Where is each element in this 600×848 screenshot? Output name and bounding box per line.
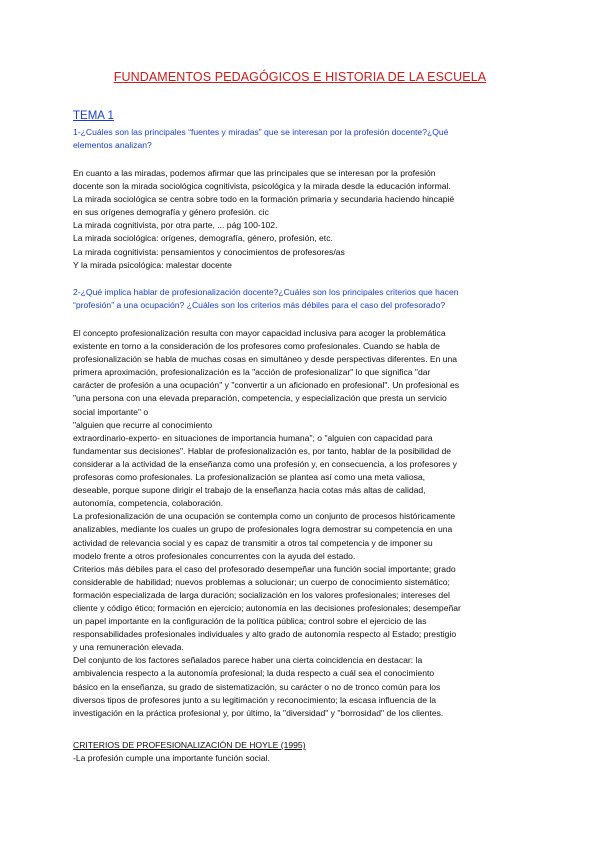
answer-1-paragraph — [73, 167, 535, 272]
text-line: "alguien que recurre al conocimiento — [73, 419, 213, 430]
text-line: La mirada cognitivista: pensamientos y conocimientos de profesores/as — [73, 246, 345, 257]
text-line: considerar a la actividad de la enseñanza como una profesión y, en consecuencia, a los profesores y — [73, 458, 457, 469]
text-line: diversos tipos de profesores junto a su legitimación y reconocimiento; la escasa influencia de la — [73, 694, 437, 705]
section-heading: TEMA 1 — [73, 110, 114, 122]
text-line: primera aproximación, profesionalización es la "acción de profesionalizar" lo que significa "dar — [73, 367, 431, 378]
text-line: En cuanto a las miradas, podemos afirmar que las principales que se interesan por la profesión — [73, 168, 436, 178]
text-line: básico en la enseñanza, su grado de sistematización, su carácter o no de tronco común para los — [73, 681, 441, 692]
text-line: Y la mirada psicológica: malestar docente — [73, 259, 232, 270]
text-line: extraordinario-experto- en situaciones de importancia humana"; o "alguien con capacidad para — [73, 432, 433, 443]
text-line: formación especializada de larga duración; socialización en los valores profesionales; intereses del — [73, 589, 450, 600]
text-line: La mirada sociológica: orígenes, demografía, género, profesión, etc. — [73, 233, 333, 244]
text-line: fundamentar sus decisiones". Hablar de profesionalización es, por tanto, hablar de la posibilidad de — [73, 445, 452, 456]
text-line: carácter de profesión a una ocupación" y "convertir a un aficionado en profesional". Un profesional es — [73, 380, 460, 391]
text-line: ambivalencia respecto a la autonomía profesional; la duda respecto a cuál sea el conocimiento — [73, 668, 435, 679]
text-line: y una remuneración elevada. — [73, 642, 184, 653]
text-line: un papel importante en la configuración de la política pública; control sobre el ejercicio de las — [73, 616, 427, 627]
text-line: profesoras como profesionales. La profesionalización se plantea así como una meta valiosa, — [73, 472, 426, 483]
text-line: actividad de relevancia social y es capaz de transmitir a otros tal competencia y de imponer su — [73, 537, 433, 548]
question-1 — [73, 126, 533, 152]
text-line: profesionalización se habla de muchas cosas en simultáneo y desde perspectivas diferentes. En una — [73, 354, 458, 365]
text-line: considerable de habilidad; nuevos problemas a solucionar; un cuerpo de conocimiento sistemático; — [73, 576, 450, 587]
question-line: 2-¿Qué implica hablar de profesionalización docente?¿Cuáles son los principales criterios que hacen — [73, 287, 459, 297]
question-line: elementos analizan? — [73, 140, 152, 150]
text-line: La mirada sociológica se centra sobre todo en la formación primaria y secundaria haciendo hincapié — [73, 194, 455, 205]
text-line: La profesionalización de una ocupación se contempla como un conjunto de procesos históricamente — [73, 511, 456, 522]
text-line: modelo frente a otros profesionales concurrentes con la ayuda del estado. — [73, 550, 356, 561]
text-line: cliente y código ético; formación en ejercicio; autonomía en las decisiones profesionales; desempeñar — [73, 602, 461, 613]
text-line: "una persona con una elevada preparación, competencia, y especialización que presta un servicio — [73, 393, 447, 404]
text-line: El concepto profesionalización resulta con mayor capacidad inclusiva para acoger la problemática — [73, 328, 446, 338]
text-line: analizables, mediante los cuales un grupo de profesionales logra demostrar su competencia en una — [73, 524, 453, 535]
text-line: autonomía, competencia, colaboración. — [73, 498, 224, 509]
text-line: docente son la mirada sociológica cognitivista, psicológica y la mirada desde la educación informal. — [73, 181, 451, 192]
text-line: Criterios más débiles para el caso del profesorado desempeñar una función social importante; grado — [73, 563, 456, 574]
text-line: existente en torno a la consideración de los profesores como profesionales. Cuando se habla de — [73, 341, 440, 352]
text-line: La mirada cognitivista, por otra parte, ... pág 100-102. — [73, 220, 278, 231]
question-2 — [73, 286, 533, 312]
criteria-item: -La profesión cumple una importante función social. — [73, 753, 270, 763]
question-line: “profesión” a una ocupación? ¿Cuáles son los criterios más débiles para el caso del profesorado? — [73, 300, 446, 310]
text-line: responsabilidades profesionales individuales y alto grado de autonomía respecto al Estado; prestigio — [73, 629, 457, 640]
text-line: social importante" o — [73, 406, 149, 417]
text-line: Del conjunto de los factores señalados parece haber una cierta coincidencia en destacar: la — [73, 655, 423, 666]
criteria-heading: CRITERIOS DE PROFESIONALIZACIÓN DE HOYLE (1995) — [73, 740, 306, 750]
text-line: investigación en la práctica profesional y, por último, la "diversidad" y "borrosidad" de los clientes. — [73, 707, 444, 718]
text-line: deseable, porque supone dirigir el trabajo de la enseñanza hacia cotas más altas de calidad, — [73, 485, 426, 496]
answer-2-paragraph — [73, 327, 535, 720]
text-line: en sus orígenes demografía y género profesión. cic — [73, 207, 269, 218]
document-title: FUNDAMENTOS PEDAGÓGICOS E HISTORIA DE LA ESCUELA — [113, 70, 487, 84]
question-line: 1-¿Cuáles son las principales “fuentes y miradas” que se interesan por la profesión docente?¿Qué — [73, 127, 449, 137]
